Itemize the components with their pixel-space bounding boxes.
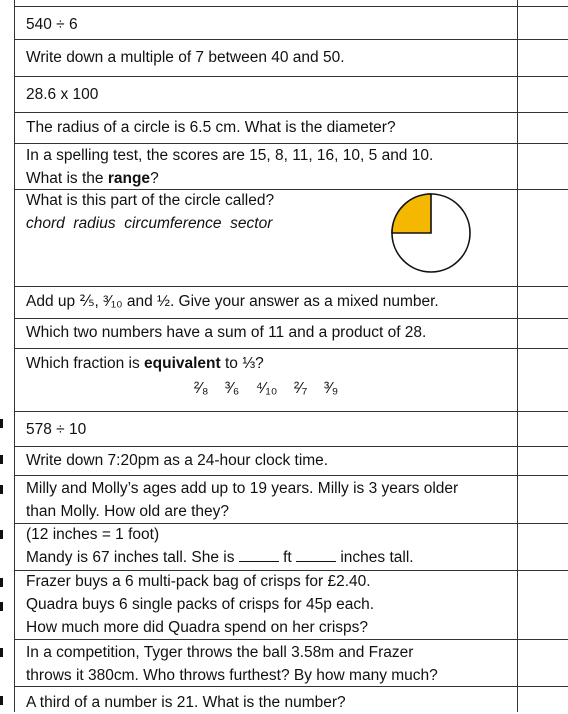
- bullet-mark: [0, 455, 3, 464]
- bullet-mark: [0, 485, 3, 494]
- question-row: [14, 39, 568, 76]
- text-fragment: Add up: [26, 293, 80, 310]
- fraction-option: ²⁄₈: [193, 380, 209, 397]
- question-row: [14, 76, 568, 112]
- question-line: Write down a multiple of 7 between 40 and 50.: [26, 49, 345, 66]
- emphasis-text: equivalent: [144, 355, 221, 372]
- question-line: In a spelling test, the scores are 15, 8, 11, 16, 10, 5 and 10.: [26, 147, 434, 164]
- question-text: [26, 412, 506, 441]
- question-line: than Molly. How old are they?: [26, 503, 230, 520]
- question-line: Milly and Molly’s ages add up to 19 years. Milly is 3 years older: [26, 480, 459, 497]
- circle-diagram: [390, 192, 472, 279]
- question-line: [26, 352, 506, 375]
- text-fragment: Mandy is 67 inches tall. She is: [26, 549, 239, 566]
- question-line: How much more did Quadra spend on her crisps?: [26, 619, 369, 636]
- question-line: (12 inches = 1 foot): [26, 526, 160, 543]
- question-text: [26, 321, 506, 344]
- bullet-mark: [0, 530, 3, 539]
- text-fragment: and: [122, 293, 157, 310]
- feet-blank: [239, 547, 279, 562]
- bullet-mark: [0, 578, 3, 587]
- question-row: [14, 6, 568, 39]
- bullet-mark: [0, 648, 3, 657]
- question-text: [26, 290, 506, 313]
- question-row: [14, 639, 568, 686]
- question-line: Frazer buys a 6 multi-pack bag of crisps for £2.40.: [26, 573, 371, 590]
- text-fragment: What is the: [26, 170, 108, 187]
- question-line: Write down 7:20pm as a 24-hour clock time.: [26, 452, 329, 469]
- fraction-option: ³⁄₆: [224, 380, 240, 397]
- text-fragment: inches tall.: [336, 549, 414, 566]
- question-row: [14, 446, 568, 475]
- question-line: Quadra buys 6 single packs of crisps for 45p each.: [26, 596, 375, 613]
- inches-blank: [296, 547, 336, 562]
- circle-sector-icon: [390, 192, 472, 274]
- question-text: [26, 570, 506, 639]
- question-text: [26, 352, 506, 400]
- bullet-mark: [0, 696, 3, 705]
- fraction-option: ⁴⁄₁₀: [255, 380, 278, 397]
- question-line: In a competition, Tyger throws the ball 3.58m and Frazer: [26, 644, 414, 661]
- question-row: [14, 686, 568, 712]
- text-fragment: ,: [94, 293, 104, 310]
- question-row: [14, 475, 568, 523]
- question-row: [14, 112, 568, 143]
- fraction: ⅓: [242, 355, 256, 372]
- fraction-options: [26, 375, 506, 400]
- question-text: [26, 116, 506, 139]
- question-row: [14, 189, 568, 286]
- question-line: The radius of a circle is 6.5 cm. What is the diameter?: [26, 119, 396, 136]
- bullet-mark: [0, 419, 3, 428]
- text-fragment: Which fraction is: [26, 355, 145, 372]
- question-line: [26, 290, 506, 313]
- question-line: [26, 167, 506, 190]
- question-text: [26, 641, 506, 687]
- question-row: [14, 411, 568, 446]
- question-text: [26, 7, 506, 36]
- question-line: [26, 546, 506, 569]
- fraction: ⅖: [79, 293, 95, 310]
- question-line: A third of a number is 21. What is the number?: [26, 694, 346, 711]
- question-line: throws it 380cm. Who throws furthest? By how many much?: [26, 667, 438, 684]
- text-fragment: ?: [255, 355, 264, 372]
- question-row: [14, 286, 568, 318]
- text-fragment: ?: [150, 170, 159, 187]
- question-text: [26, 523, 506, 569]
- question-text: [26, 477, 506, 523]
- question-line: What is this part of the circle called?: [26, 192, 275, 209]
- question-line: Which two numbers have a sum of 11 and a product of 28.: [26, 324, 427, 341]
- question-row: [14, 523, 568, 570]
- text-fragment: to: [220, 355, 243, 372]
- question-row: [14, 348, 568, 411]
- text-fragment: ft: [278, 549, 297, 566]
- question-text: [26, 449, 506, 472]
- bullet-mark: [0, 602, 3, 611]
- emphasis-text: range: [107, 170, 151, 187]
- text-fragment: . Give your answer as a mixed number.: [169, 293, 439, 310]
- question-row: [14, 570, 568, 639]
- shaded-sector: [392, 194, 431, 233]
- question-line: 578 ÷ 10: [26, 421, 87, 438]
- answer-options: chord radius circumference sector: [26, 215, 273, 232]
- fraction-option: ²⁄₇: [293, 380, 308, 397]
- question-row: [14, 143, 568, 189]
- fraction: ³⁄₁₀: [103, 293, 123, 310]
- question-line: 540 ÷ 6: [26, 16, 78, 33]
- question-text: [26, 77, 506, 106]
- fraction-option: ³⁄₉: [323, 380, 339, 397]
- question-line: 28.6 x 100: [26, 86, 99, 103]
- question-text: [26, 144, 506, 190]
- question-row: [14, 318, 568, 348]
- question-text: [26, 40, 506, 69]
- question-text: [26, 691, 506, 714]
- fraction: ½: [157, 293, 170, 310]
